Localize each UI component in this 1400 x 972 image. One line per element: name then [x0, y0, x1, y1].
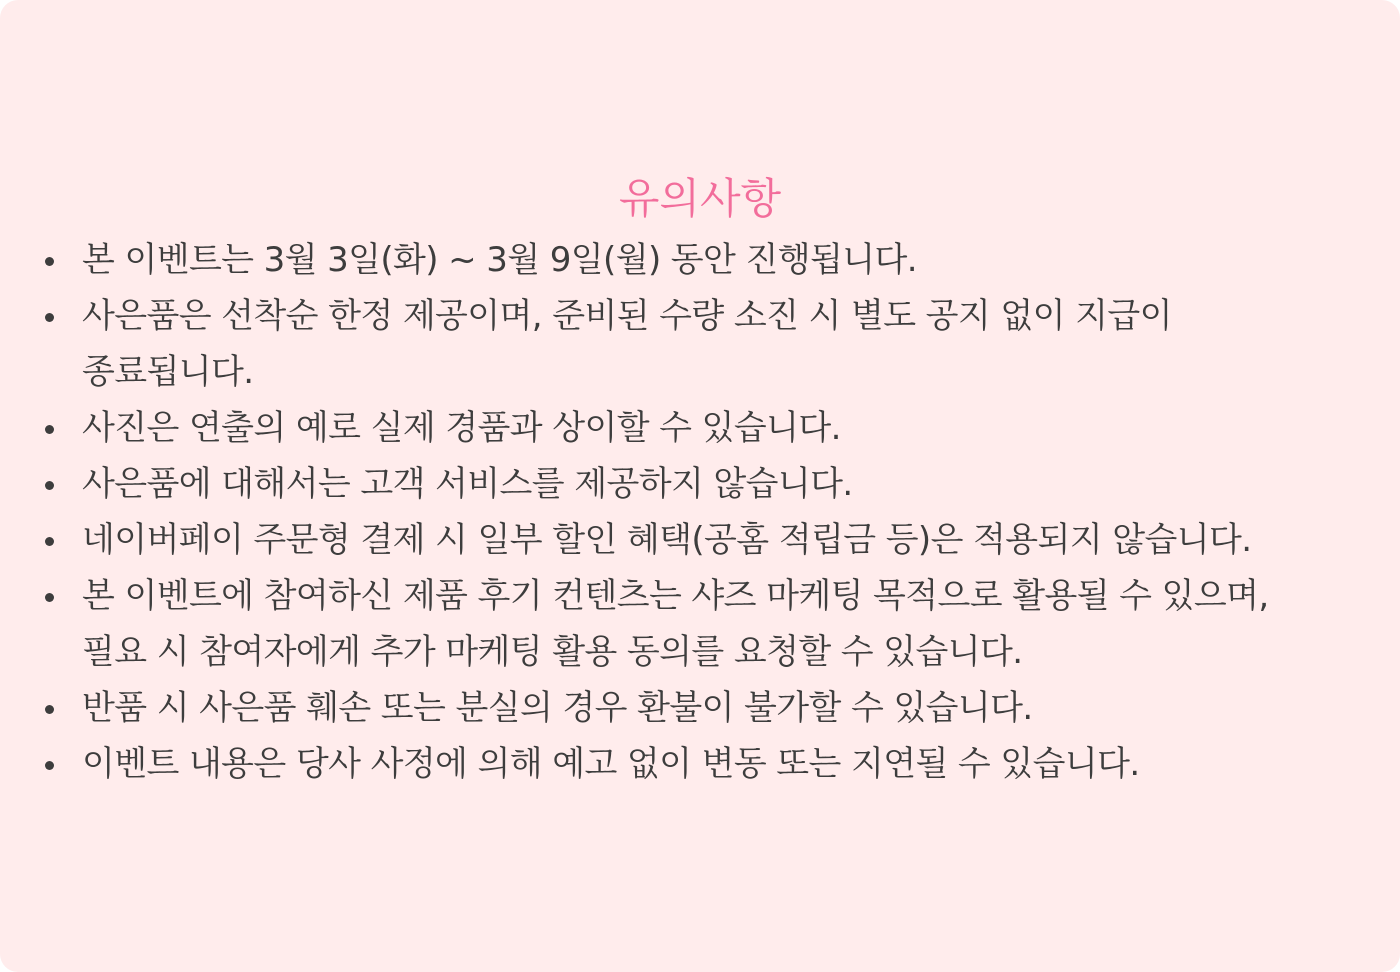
notice-item-return-policy — [82, 680, 1332, 736]
notice-item-text: 사진은 연출의 예로 실제 경품과 상이할 수 있습니다. — [82, 408, 841, 448]
notice-list — [82, 232, 1332, 792]
bullet-icon — [45, 593, 54, 602]
notice-item-text: 반품 시 사은품 훼손 또는 분실의 경우 환불이 불가할 수 있습니다. — [82, 688, 1033, 728]
notice-item-text: 이벤트 내용은 당사 사정에 의해 예고 없이 변동 또는 지연될 수 있습니다. — [82, 744, 1140, 784]
bullet-icon — [45, 257, 54, 266]
notice-item-text: 사은품에 대해서는 고객 서비스를 제공하지 않습니다. — [82, 464, 853, 504]
notice-item-text: 네이버페이 주문형 결제 시 일부 할인 혜택(공홈 적립금 등)은 적용되지 않습니다. — [82, 520, 1252, 560]
bullet-icon — [45, 313, 54, 322]
notice-item-event-change — [82, 736, 1332, 792]
notice-item-gift-limited — [82, 288, 1332, 400]
bullet-icon — [45, 705, 54, 714]
bullet-icon — [45, 425, 54, 434]
bullet-icon — [45, 761, 54, 770]
notice-item-naver-pay — [82, 512, 1332, 568]
notice-item-no-gift-service — [82, 456, 1332, 512]
bullet-icon — [45, 537, 54, 546]
notice-item-text: 본 이벤트는 3월 3일(화) ~ 3월 9일(월) 동안 진행됩니다. — [82, 240, 917, 280]
notice-item-photo-example — [82, 400, 1332, 456]
notice-item-review-marketing — [82, 568, 1332, 680]
notice-item-text: 본 이벤트에 참여하신 제품 후기 컨텐츠는 샤즈 마케팅 목적으로 활용될 수 있으며, 필요 시 참여자에게 추가 마케팅 활용 동의를 요청할 수 있습니다. — [82, 576, 1269, 672]
notice-item-event-period — [82, 232, 1332, 288]
bullet-icon — [45, 481, 54, 490]
notice-title: 유의사항 — [618, 173, 782, 223]
notice-item-text: 사은품은 선착순 한정 제공이며, 준비된 수량 소진 시 별도 공지 없이 지급이 종료됩니다. — [82, 296, 1172, 392]
